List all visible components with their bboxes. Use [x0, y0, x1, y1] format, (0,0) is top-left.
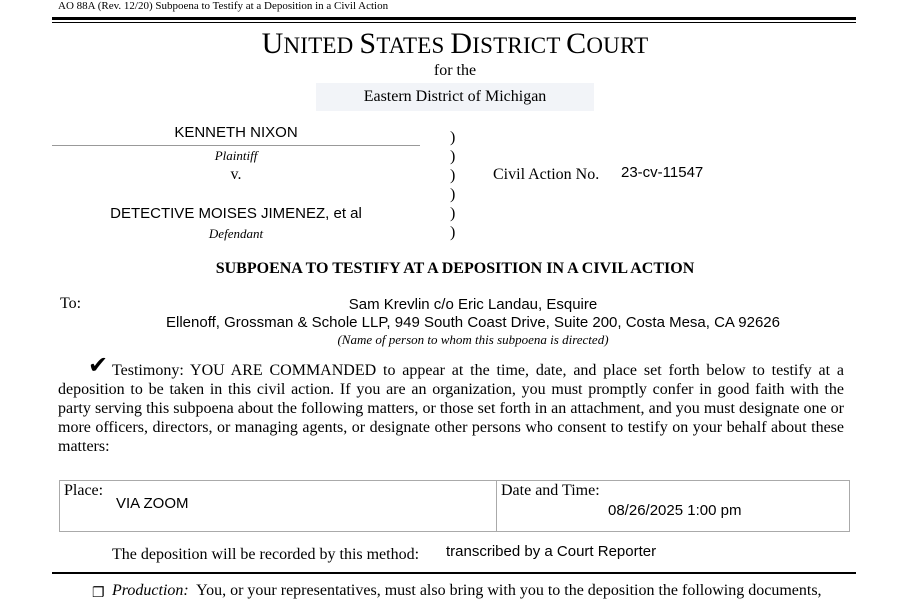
court-title-istrict: ISTRICT — [472, 33, 567, 58]
testimony-checkbox[interactable]: ✔ — [88, 352, 109, 379]
table-divider — [496, 480, 497, 532]
testimony-text: Testimony: YOU ARE COMMANDED to appear at the time, date, and place set forth below to testify at a deposition to be taken in this civil action. If you are an organization, you must promptly confer in good faith with the party serving this subpoena about the following matters, or those set forth in an attachment, and you must designate one or more officers, directors, or managing agents, or designate other persons who consent to testify on your behalf about these matters: — [58, 362, 844, 455]
header-rule-thin — [52, 22, 856, 23]
civil-action-label: Civil Action No. — [493, 166, 600, 183]
caption-paren: ) — [450, 129, 456, 146]
court-title-nited: NITED — [283, 33, 360, 58]
court-title-u: U — [261, 27, 284, 60]
defendant-name: DETECTIVE MOISES JIMENEZ, et al — [110, 205, 362, 222]
plaintiff-name: KENNETH NIXON — [174, 124, 298, 141]
caption-paren: ) — [450, 167, 456, 184]
form-identifier: AO 88A (Rev. 12/20) Subpoena to Testify at a Deposition in a Civil Action — [58, 0, 389, 12]
caption-paren: ) — [450, 148, 456, 165]
place-label: Place: — [64, 482, 104, 499]
production-line — [112, 582, 852, 600]
defendant-label: Defendant — [208, 226, 264, 241]
method-label: The deposition will be recorded by this method: — [112, 546, 420, 563]
plaintiff-rule — [52, 145, 420, 146]
section-rule — [52, 572, 856, 574]
caption-paren: ) — [450, 186, 456, 203]
recipient-name: Sam Krevlin c/o Eric Landau, Esquire — [348, 296, 598, 313]
caption-paren: ) — [450, 224, 456, 241]
district-name: Eastern District of Michigan — [363, 88, 547, 105]
place-value: VIA ZOOM — [116, 495, 189, 512]
court-title-tates: TATES — [376, 33, 451, 58]
production-text: You, or your representatives, must also bring with you to the deposition the following documents, — [196, 582, 822, 599]
recipient-label: (Name of person to whom this subpoena is directed) — [337, 332, 609, 347]
court-title-ourt: OURT — [586, 33, 649, 58]
caption-paren: ) — [450, 205, 456, 222]
date-time-value: 08/26/2025 1:00 pm — [608, 502, 742, 519]
production-checkbox[interactable]: ❐ — [92, 584, 105, 600]
subpoena-title: SUBPOENA TO TESTIFY AT A DEPOSITION IN A CIVIL ACTION — [215, 260, 695, 277]
date-time-label: Date and Time: — [501, 482, 600, 499]
production-label: Production: — [112, 582, 189, 599]
for-the-text: for the — [433, 62, 477, 79]
method-value: transcribed by a Court Reporter — [446, 543, 657, 560]
court-title-d: D — [450, 27, 473, 60]
plaintiff-label: Plaintiff — [214, 148, 258, 163]
to-label: To: — [60, 295, 82, 312]
court-title — [0, 27, 910, 61]
recipient-address: Ellenoff, Grossman & Schole LLP, 949 South Coast Drive, Suite 200, Costa Mesa, CA 92626 — [166, 314, 780, 331]
header-rule — [52, 17, 856, 20]
court-title-c: C — [566, 27, 587, 60]
civil-action-number: 23-cv-11547 — [621, 164, 704, 181]
versus-text: v. — [230, 166, 242, 183]
court-title-s: S — [359, 27, 377, 60]
testimony-paragraph — [58, 361, 844, 456]
